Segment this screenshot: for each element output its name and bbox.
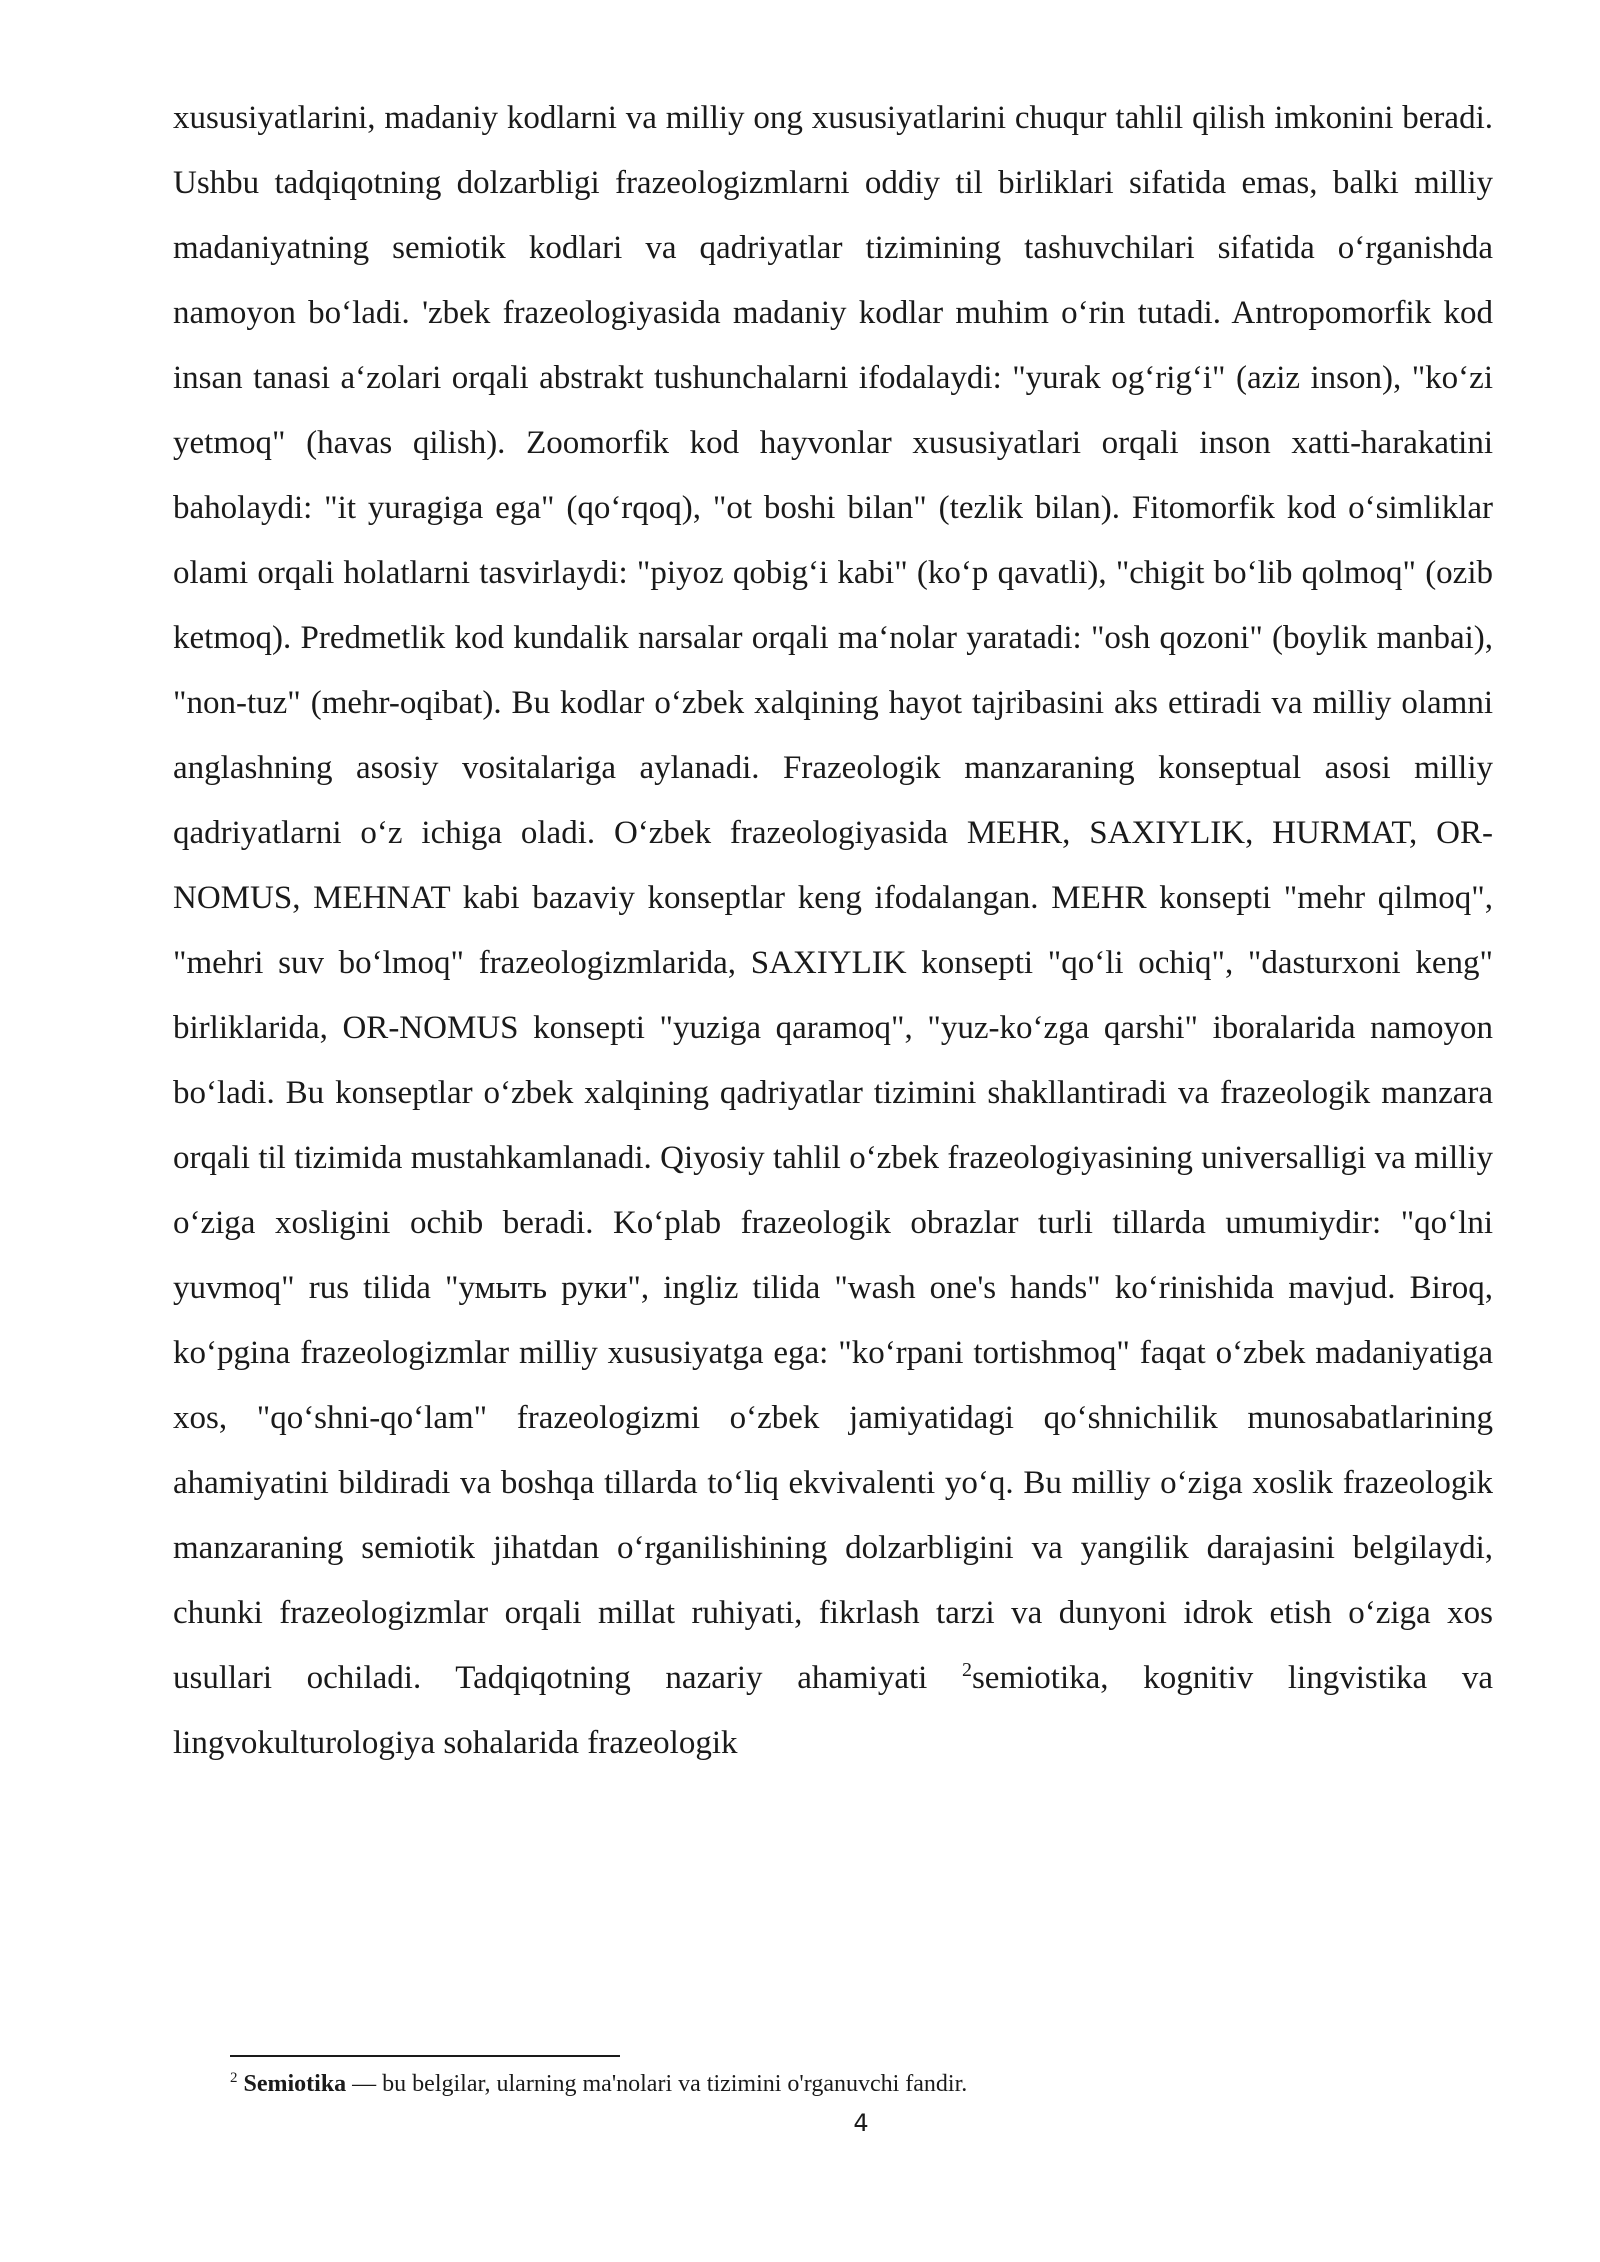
footnote (230, 2068, 1330, 2100)
body-text-main: xususiyatlarini, madaniy kodlarni va milliy ong xususiyatlarini chuqur tahlil qilish imkonini beradi. Ushbu tadqiqotning dolzarbligi frazeologizmlarni oddiy til birliklari sifatida emas, balki milliy madaniyatning semiotik kodlari va qadriyatlar tizimining tashuvchilari sifatida o‘rganishda namoyon bo‘ladi. 'zbek frazeologiyasida madaniy kodlar muhim o‘rin tutadi. Antropomorfik kod insan tanasi a‘zolari orqali abstrakt tushunchalarni ifodalaydi: "yurak og‘rig‘i" (aziz inson), "ko‘zi yetmoq" (havas qilish). Zoomorfik kod hayvonlar xususiyatlari orqali inson xatti-harakatini baholaydi: "it yuragiga ega" (qo‘rqoq), "ot boshi bilan" (tezlik bilan). Fitomorfik kod o‘simliklar olami orqali holatlarni tasvirlaydi: "piyoz qobig‘i kabi" (ko‘p qavatli), "chigit bo‘lib qolmoq" (ozib ketmoq). Predmetlik kod kundalik narsalar orqali ma‘nolar yaratadi: "osh qozoni" (boylik manbai), "non-tuz" (mehr-oqibat). Bu kodlar o‘zbek xalqining hayot tajribasini aks ettiradi va milliy olamni anglashning asosiy vositalariga aylanadi. Frazeologik manzaraning konseptual asosi milliy qadriyatlarni o‘z ichiga oladi. O‘zbek frazeologiyasida MEHR, SAXIYLIK, HURMAT, OR-NOMUS, MEHNAT kabi bazaviy konseptlar keng ifodalangan. MEHR konsepti "mehr qilmoq", "mehri suv bo‘lmoq" frazeologizmlarida, SAXIYLIK konsepti "qo‘li ochiq", "dasturxoni keng" birliklarida, OR-NOMUS konsepti "yuziga qaramoq", "yuz-ko‘zga qarshi" iboralarida namoyon bo‘ladi. Bu konseptlar o‘zbek xalqining qadriyatlar tizimini shakllantiradi va frazeologik manzara orqali til tizimida mustahkamlanadi. Qiyosiy tahlil o‘zbek frazeologiyasining universalligi va milliy o‘ziga xosligini ochib beradi. Ko‘plab frazeologik obrazlar turli tillarda umumiydir: "qo‘lni yuvmoq" rus tilida "умыть руки", ingliz tilida "wash one's hands" ko‘rinishida mavjud. Biroq, ko‘pgina frazeologizmlar milliy xususiyatga ega: "ko‘rpani tortishmoq" faqat o‘zbek madaniyatiga xos, "qo‘shni-qo‘lam" frazeologizmi o‘zbek jamiyatidagi qo‘shnichilik munosabatlarining ahamiyatini bildiradi va boshqa tillarda to‘liq ekvivalenti yo‘q. Bu milliy o‘ziga xoslik frazeologik manzaraning semiotik jihatdan o‘rganilishining dolzarbligini va yangilik darajasini belgilaydi, chunki frazeologizmlar orqali millat ruhiyati, fikrlash tarzi va dunyoni idrok etish o‘ziga xos usullari ochiladi. Tadqiqotning nazariy ahamiyati (173, 100, 1493, 1696)
footnote-term: Semiotika (243, 2071, 347, 2097)
footnote-separator (230, 2055, 620, 2057)
footnote-definition: — bu belgilar, ularning ma'nolari va tizimini o'rganuvchi fandir. (346, 2071, 968, 2097)
body-text-continuation: semiotika, kognitiv lingvistika va lingvokulturologiya sohalarida frazeologik (173, 1660, 1493, 1761)
footnote-number: 2 (230, 2070, 238, 2086)
page-number: 4 (853, 2109, 869, 2137)
body-paragraph (173, 86, 1493, 1776)
footnote-reference[interactable]: 2 (961, 1659, 972, 1681)
